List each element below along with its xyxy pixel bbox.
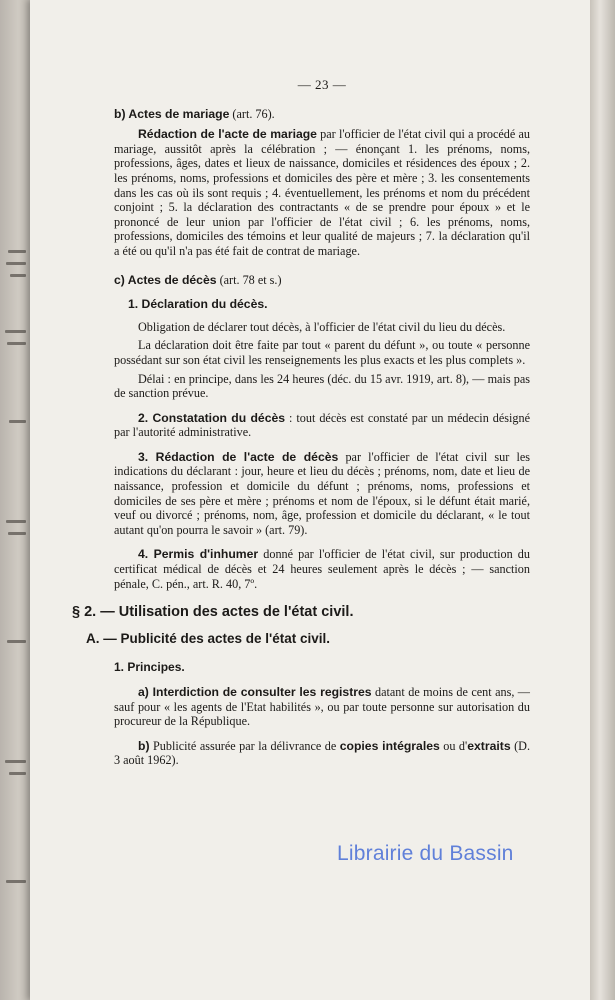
page-content [72,77,530,768]
paragraph-obligation: Obligation de déclarer tout décès, à l'officier de l'état civil du lieu du décès. [138,319,506,334]
section-2-title: § 2. — Utilisation des actes de l'état civil. [72,604,354,621]
book-spine-edge [590,0,615,1000]
adjacent-page-edge [0,0,30,1000]
paragraph-constatation: 2. Constatation du décès : tout décès est constaté par un médecin désigné par l'autorité administrative. [114,410,530,440]
heading-declaration-deces: 1. Déclaration du décès. [128,297,268,312]
paragraph-permis-inhumer: 4. Permis d'inhumer donné par l'officier de l'état civil, sur production du certificat médical de décès et 24 heures seulement après le décès ; — sanction pénale, C. pén., art. R. 40, 7º. [114,547,530,591]
paragraph-redaction-deces: 3. Rédaction de l'acte de décès par l'officier de l'état civil sur les indications du déclarant : jour, heure et lieu du décès ; prénoms, nom, date et lieu de naissance, profession et domicile du défunt ; prénoms, noms, professions et domiciles de ses père et mère ; prénoms et nom de l'époux, si le défunt était marié, veuf ou divorcé ; prénoms, nom, âge, profession et domicile du déclarant, « le tout autant qu'on pourra le savoir » (art. 79). [114,449,530,537]
heading-principes: 1. Principes. [114,660,185,675]
paragraph-publicite: b) Publicité assurée par la délivrance de copies intégrales ou d'extraits (D. 3 août 1962). [114,738,530,768]
paragraph-redaction-mariage: Rédaction de l'acte de mariage par l'officier de l'état civil qui a procédé au mariage, aussitôt après la célébration ; — énonçant 1. les prénoms, noms, professions, âges, dates et lieux de naissance, domiciles et résidences des époux ; 2. les prénoms, noms, professions et domiciles des père et mère ; 3. les consentements dans les cas où ils sont requis ; 4. éventuellement, les prénoms et nom du précédent conjoint ; 5. la déclaration des contractants « de se prendre pour époux » et le prononcé de leur union par l'officier de l'état civil ; 6. les prénoms, noms, professions, domiciles des témoins et leur qualité de majeurs ; 7. la déclaration qu'il a été ou qu'il n'a pas été fait de contrat de mariage. [114,127,530,258]
heading-actes-mariage: b) Actes de mariage (art. 76). [114,106,275,121]
paragraph-interdiction: a) Interdiction de consulter les registres datant de moins de cent ans, — sauf pour « les agents de l'Etat habilités », ou par toute personne sur autorisation du procureur de la République. [114,685,530,729]
page-number: — 23 — [297,77,347,92]
heading-actes-deces: c) Actes de décès (art. 78 et s.) [114,272,282,287]
section-a-title: A. — Publicité des actes de l'état civil. [86,630,331,646]
watermark-text: Librairie du Bassin [337,842,514,865]
paragraph-declaration: La déclaration doit être faite par tout « parent du défunt », ou toute « personne possédant sur son état civil les renseignements les plus exacts et les plus complets ». [114,338,530,367]
paragraph-delai: Délai : en principe, dans les 24 heures (déc. du 15 avr. 1919, art. 8), — mais pas de sanction prévue. [114,371,530,401]
